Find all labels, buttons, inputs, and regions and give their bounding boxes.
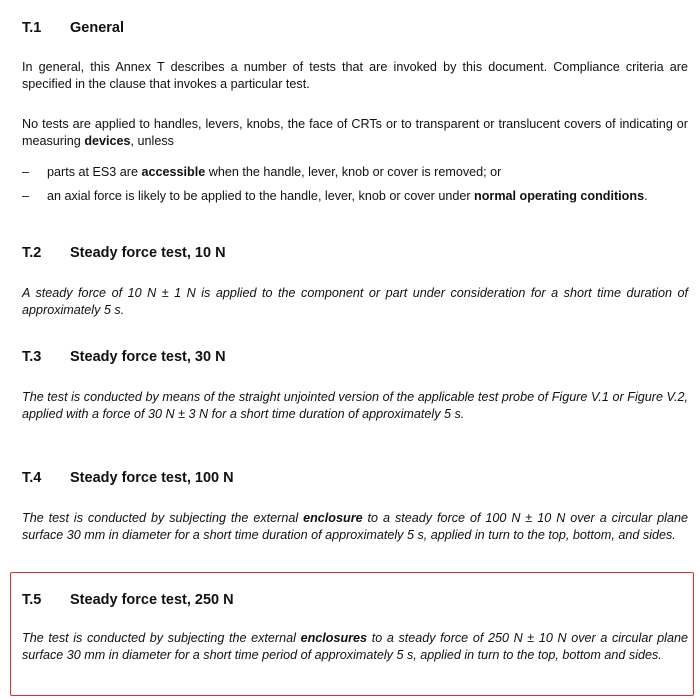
section-t1-number: T.1 xyxy=(22,20,42,36)
section-t3-title: Steady force test, 30 N xyxy=(70,349,226,365)
section-t3-number: T.3 xyxy=(22,349,42,365)
section-t1-heading xyxy=(22,19,124,37)
bullet-1-text xyxy=(47,164,688,181)
section-t5-number: T.5 xyxy=(22,592,42,608)
bullet-2-text-c: . xyxy=(644,189,648,203)
t5-text-c: to a steady force of 250 N ± 10 N over a circular plane surface 30 mm in diameter for a short time period of approximately 5 s, applied in turn to the top, bottom and sides. xyxy=(22,631,688,662)
t1-p2-text-a: No tests are applied to handles, levers, knobs, the face of CRTs or to transparent or translucent covers of indicating or measuring xyxy=(22,117,688,148)
t4-text-c: to a steady force of 100 N ± 10 N over a circular plane surface 30 mm in diameter for a short time duration of approximately 5 s, applied in turn to the top, bottom, and sides. xyxy=(22,511,688,542)
section-t3-paragraph: The test is conducted by means of the straight unjointed version of the applicable test probe of Figure V.1 or Figure V.2, applied with a force of 30 N ± 3 N for a short time duration of approximately 5 s. xyxy=(22,390,688,421)
bullet-2-term-normal-operating-conditions: normal operating conditions xyxy=(474,189,645,203)
t5-term-enclosures: enclosures xyxy=(300,631,368,645)
t1-p2-term-devices: devices xyxy=(84,133,131,148)
t4-term-enclosure: enclosure xyxy=(303,511,363,525)
section-t1-bullet-1 xyxy=(22,164,688,181)
section-t2-number: T.2 xyxy=(22,245,42,261)
bullet-2-text-a: an axial force is likely to be applied to the handle, lever, knob or cover under xyxy=(47,189,475,203)
section-t2-title: Steady force test, 10 N xyxy=(70,245,226,261)
bullet-2-text xyxy=(47,188,688,205)
section-t4-number: T.4 xyxy=(22,470,42,486)
section-t5-heading xyxy=(22,591,234,609)
section-t4-title: Steady force test, 100 N xyxy=(70,470,234,486)
bullet-1-term-accessible: accessible xyxy=(141,165,206,179)
section-t1-paragraph-1: In general, this Annex T describes a number of tests that are invoked by this document. Compliance criteria are specified in the clause that invokes a particular test. xyxy=(22,60,688,91)
section-t1-bullet-2 xyxy=(22,188,688,205)
section-t5-paragraph xyxy=(22,630,688,663)
bullet-dash: – xyxy=(22,189,30,203)
section-t3-heading xyxy=(22,348,226,366)
section-t1-title: General xyxy=(70,20,124,36)
t5-text-a: The test is conducted by subjecting the external xyxy=(22,631,301,645)
bullet-1-text-a: parts at ES3 are xyxy=(47,165,142,179)
section-t1-paragraph-2 xyxy=(22,116,688,149)
t1-p2-text-c: , unless xyxy=(130,133,174,148)
bullet-dash: – xyxy=(22,165,30,179)
section-t2-heading xyxy=(22,244,226,262)
bullet-1-text-c: when the handle, lever, knob or cover is removed; or xyxy=(205,165,502,179)
section-t4-paragraph xyxy=(22,510,688,543)
section-t5-title: Steady force test, 250 N xyxy=(70,592,234,608)
section-t2-paragraph: A steady force of 10 N ± 1 N is applied to the component or part under consideration for a short time duration of approximately 5 s. xyxy=(22,286,688,317)
section-t4-heading xyxy=(22,469,234,487)
t4-text-a: The test is conducted by subjecting the external xyxy=(22,511,304,525)
